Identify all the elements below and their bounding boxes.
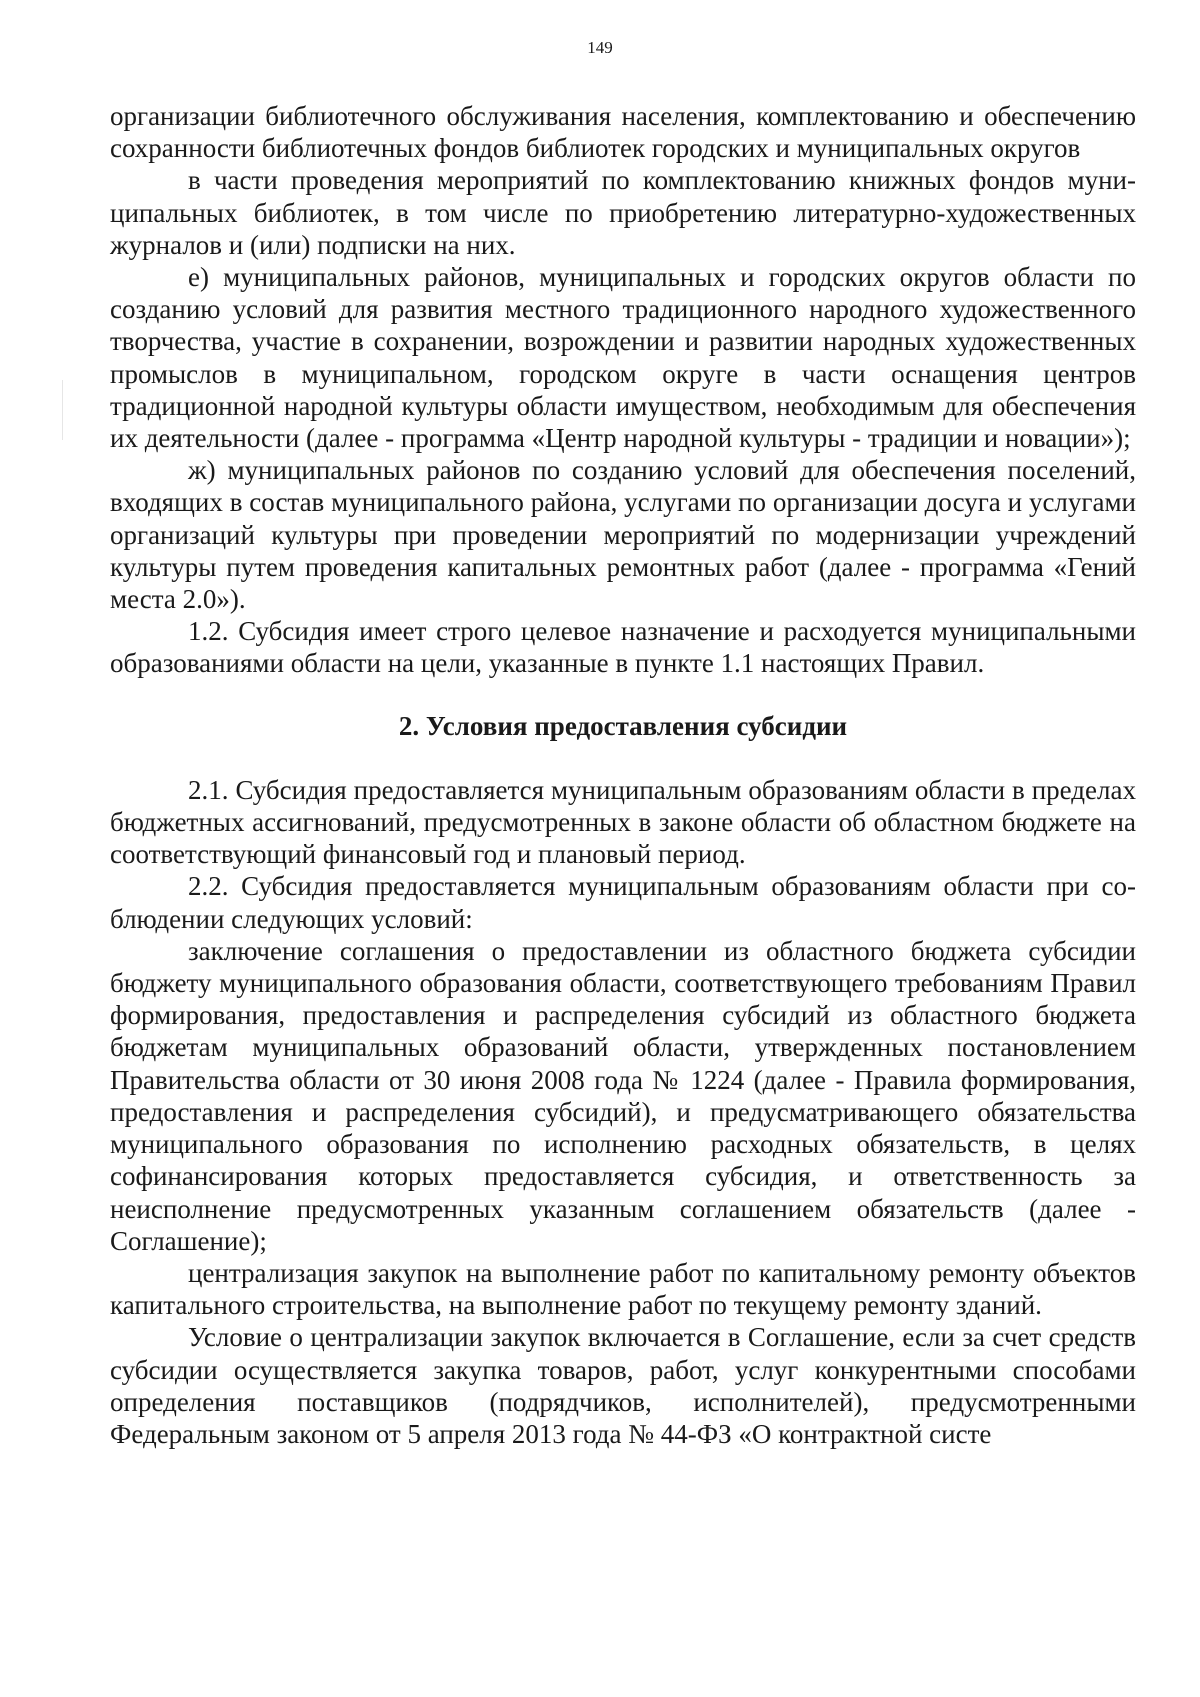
scan-artifact <box>62 380 63 440</box>
paragraph: 1.2. Субсидия имеет строго целевое назначение и расходуется муниципальными образованиями области на цели, указанные в пункте 1.1 настоящих Правил. <box>110 616 1136 679</box>
paragraph: заключение соглашения о предоставлении из областного бюджета субсидии бюджету муниципального образования области, соответствующего требованиям Правил формирования, предоставления и распределения субсидий из областного бюджета бюджетам муниципальных образований области, утвержденных постановлением Правительства области от 30 июня 2008 года № 1224 (далее - Правила формирования, предоставления и распределения субсидий), и предусматривающего обязательства муниципального образования по исполнению расходных обязательств, в целях софинансирования которых предоставляется субсидия, и ответственность за неисполнение предусмотренных указанным соглашением обязательств (далее - Соглашение); <box>110 935 1136 1256</box>
section-heading: 2. Условия предоставления субсидии <box>398 710 848 741</box>
paragraph: ж) муниципальных районов по созданию условий для обеспечения поселений, входящих в состав муниципального района, услугами по организации досуга и услугами организаций культуры при проведении мероприятий по модернизации учреждений культуры путем проведения капитальных ремонтных работ (далее - программа «Гений места 2.0»). <box>110 455 1136 615</box>
paragraph: е) муниципальных районов, муниципальных и городских округов области по созданию условий для развития местного традиционного народного художественного творчества, участие в сохранении, возрождении и развитии народных художественных промыслов в муниципальном, городском округе в части оснащения центров традиционной народной культуры области имуществом, необходимым для обеспечения их деятельности (далее - программа «Центр народной культуры - традиции и новации»); <box>110 262 1136 454</box>
document-body <box>110 100 1136 1450</box>
paragraph: 2.1. Субсидия предоставляется муниципальным образованиям области в пределах бюджетных ассигнований, предусмотренных в законе области об областном бюджете на соответствующий финансовый год и плановый период. <box>110 774 1136 870</box>
paragraph: Условие о централизации закупок включается в Соглашение, если за счет средств субсидии осуществляется закупка товаров, работ, услуг конкурентными способами определения поставщиков (подрядчиков, исполнителей), предусмотренными Федеральным законом от 5 апреля 2013 года № 44-ФЗ «О контрактной систе <box>110 1322 1136 1449</box>
paragraph: централизация закупок на выполнение работ по капитальному ремонту объектов капитального строительства, на выполнение работ по текущему ремонту зданий. <box>110 1257 1136 1321</box>
paragraph: в части проведения мероприятий по комплектованию книжных фондов муниципальных библиотек, в том числе по приобретению литературно-художественных журналов и (или) подписки на них. <box>110 165 1136 260</box>
page-number: 149 <box>587 38 613 57</box>
paragraph: организации библиотечного обслуживания населения, комплектованию и обеспечению сохранности библиотечных фондов библиотек городских и муниципальных округов <box>110 101 1136 164</box>
paragraph: 2.2. Субсидия предоставляется муниципальным образованиям области при соблюдении следующих условий: <box>110 871 1136 934</box>
